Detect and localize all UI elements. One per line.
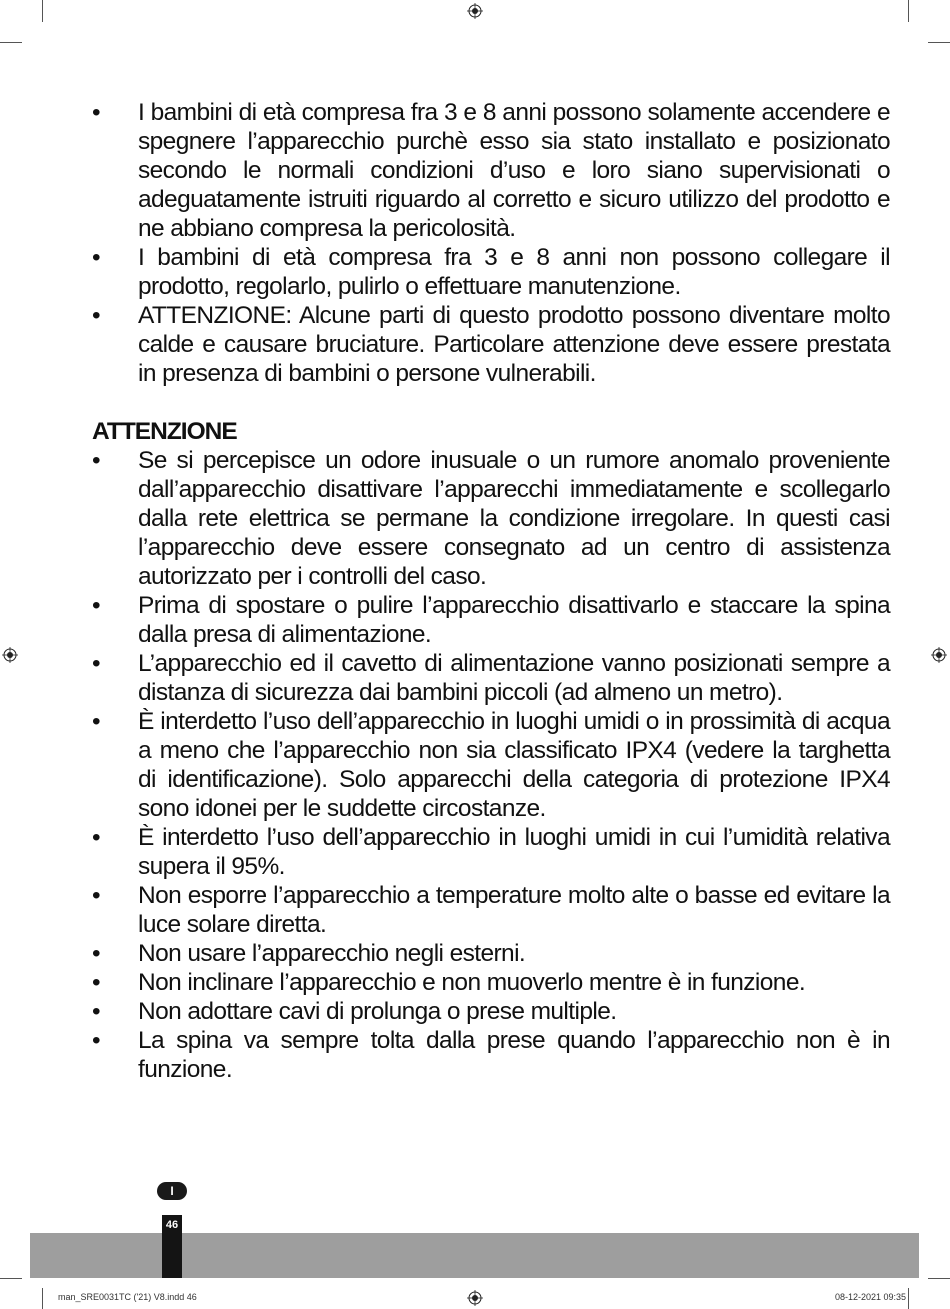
crop-mark (928, 1278, 950, 1279)
list-item: • È interdetto l’uso dell’apparecchio in luoghi umidi in cui l’umidità relativa supera il 95%. (92, 824, 890, 880)
safety-list-warnings (92, 446, 890, 1084)
bullet-icon: • (92, 969, 100, 996)
slug-date-time: 08-12-2021 09:35 (834, 1292, 906, 1302)
bullet-icon: • (92, 99, 100, 126)
list-item: • Non usare l’apparecchio negli esterni. (92, 940, 526, 967)
section-heading: ATTENZIONE (92, 418, 237, 445)
page-number: 46 (165, 1219, 179, 1231)
bullet-icon: • (92, 592, 100, 619)
bullet-icon: • (92, 1027, 100, 1054)
list-item: • La spina va sempre tolta dalla prese quando l’apparecchio non è in funzione. (92, 1027, 890, 1083)
bullet-icon: • (92, 447, 100, 474)
crop-mark (42, 1288, 43, 1309)
registration-mark-icon (2, 647, 18, 663)
list-item: • Prima di spostare o pulire l’apparecchio disattivarlo e staccare la spina dalla presa di alimentazione. (92, 592, 890, 648)
list-item: • È interdetto l’uso dell’apparecchio in luoghi umidi o in prossimità di acqua a meno che l’apparecchio non sia classificato IPX4 (vedere la targhetta di identificazione). Solo apparecchi della categoria di protezione IPX4 sono idonei per le suddette circostanze. (92, 708, 890, 822)
crop-mark (908, 0, 909, 22)
list-item: • Non adottare cavi di prolunga o prese multiple. (92, 998, 617, 1025)
crop-mark (908, 1288, 909, 1309)
list-item: • ATTENZIONE: Alcune parti di questo prodotto possono diventare molto calde e causare bruciature. Particolare attenzione deve essere prestata in presenza di bambini o persone vulnerabili. (92, 302, 890, 387)
bullet-icon: • (92, 998, 100, 1025)
crop-mark (0, 1278, 22, 1279)
registration-mark-icon (467, 3, 483, 19)
bullet-icon: • (92, 940, 100, 967)
registration-mark-icon (467, 1290, 483, 1306)
bullet-icon: • (92, 650, 100, 677)
registration-mark-icon (931, 647, 947, 663)
crop-mark (928, 42, 950, 43)
bullet-icon: • (92, 302, 100, 329)
bullet-icon: • (92, 244, 100, 271)
list-item: • I bambini di età compresa fra 3 e 8 anni non possono collegare il prodotto, regolarlo, pulirlo o effettuare manutenzione. (92, 244, 890, 300)
bullet-icon: • (92, 882, 100, 909)
crop-mark (0, 42, 22, 43)
list-item: • L’apparecchio ed il cavetto di alimentazione vanno posizionati sempre a distanza di sicurezza dai bambini piccoli (ad almeno un metro). (92, 650, 890, 706)
crop-mark (42, 0, 43, 22)
bullet-icon: • (92, 708, 100, 735)
language-badge: I (157, 1182, 187, 1200)
document-body (92, 98, 890, 1084)
list-item: • I bambini di età compresa fra 3 e 8 anni possono solamente accendere e spegnere l’apparecchio purchè esso sia stato installato e posizionato secondo le normali condizioni d’uso e loro siano supervisionati o adeguatamente istruiti riguardo al corretto e sicuro utilizzo del prodotto e ne abbiano compresa la pericolosità. (92, 99, 890, 242)
slug-file-info: man_SRE0031TC ('21) V8.indd 46 (58, 1292, 197, 1302)
bullet-icon: • (92, 824, 100, 851)
list-item: • Non inclinare l’apparecchio e non muoverlo mentre è in funzione. (92, 969, 806, 996)
safety-list-children (92, 98, 890, 388)
list-item: • Se si percepisce un odore inusuale o un rumore anomalo proveniente dall’apparecchio disattivare l’apparecchi immediatamente e scollegarlo dalla rete elettrica se permane la condizione irregolare. In questi casi l’apparecchio deve essere consegnato ad un centro di assistenza autorizzato per i controlli del caso. (92, 447, 890, 590)
list-item: • Non esporre l’apparecchio a temperature molto alte o basse ed evitare la luce solare diretta. (92, 882, 890, 938)
